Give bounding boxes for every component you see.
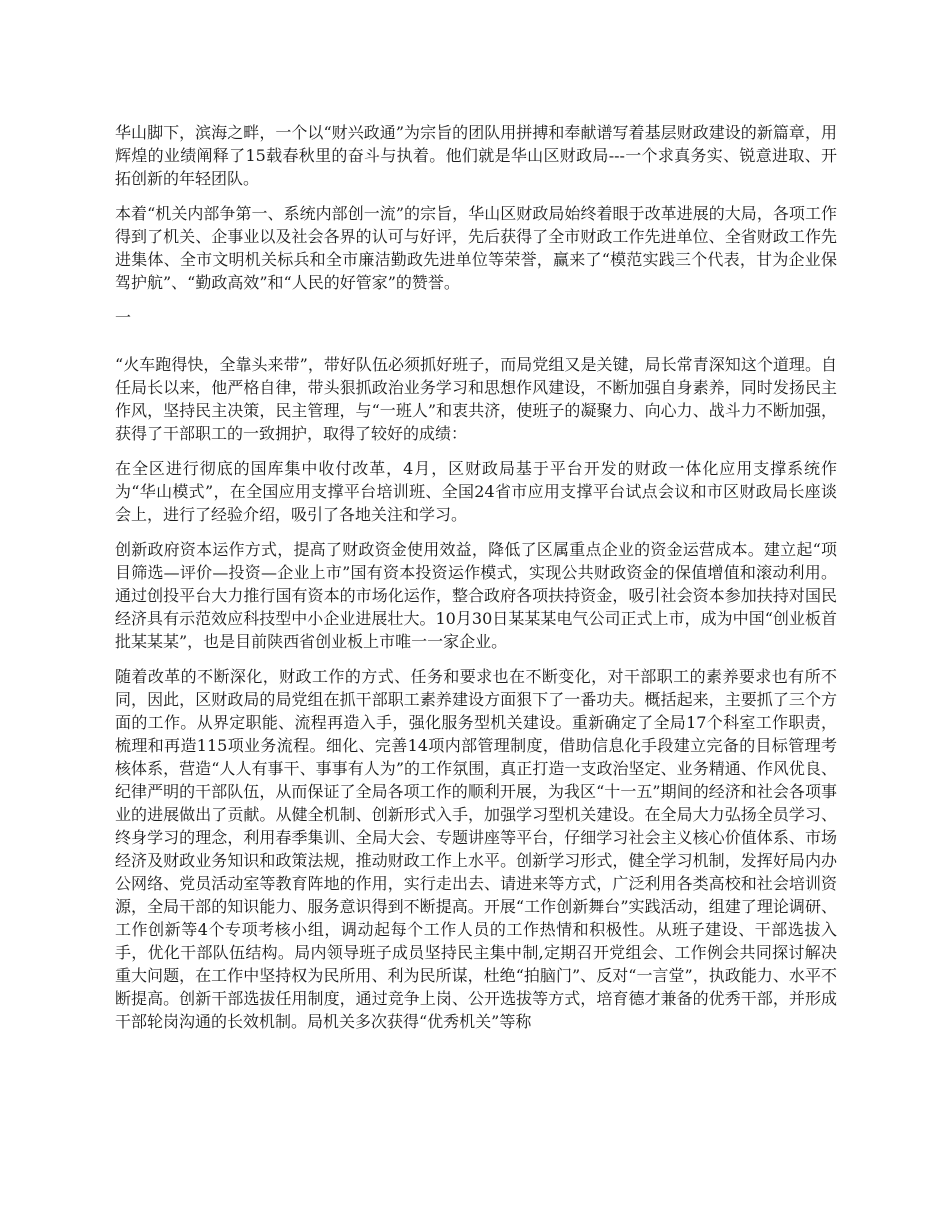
paragraph-intro: 华山脚下，滨海之畔，一个以“财兴政通”为宗旨的团队用拼搏和奉献谱写着基层财政建设的新篇章，用辉煌的业绩阐释了15载春秋里的奋斗与执着。他们就是华山区财政局---一个求真务实、锐意进取、开拓创新的年轻团队。 bbox=[115, 123, 837, 188]
section-marker: 一 bbox=[115, 308, 132, 327]
paragraph-treasury-reform: 在全区进行彻底的国库集中收付改革，4月，区财政局基于平台开发的财政一体化应用支撑系统作为“华山模式”，在全国应用支撑平台培训班、全国24省市应用支撑平台试点会议和市区财政局长座谈会上，进行了经验介绍，吸引了各地关注和学习。 bbox=[115, 459, 837, 524]
paragraph-staff-quality: 随着改革的不断深化，财政工作的方式、任务和要求也在不断变化，对干部职工的素养要求也有所不同，因此，区财政局的局党组在抓干部职工素养建设方面狠下了一番功夫。概括起来，主要抓了三个方面的工作。从界定职能、流程再造入手，强化服务型机关建设。重新确定了全局17个科室工作职责，梳理和再造115项业务流程。细化、完善14项内部管理制度，借助信息化手段建立完备的目标管理考核体系，营造“人人有事干、事事有人为”的工作氛围，真正打造一支政治坚定、业务精通、作风优良、纪律严明的干部队伍，从而保证了全局各项工作的顺利开展，为我区“十一五”期间的经济和社会各项事业的进展做出了贡献。从健全机制、创新形式入手，加强学习型机关建设。在全局大力弘扬全员学习、终身学习的理念，利用春季集训、全局大会、专题讲座等平台，仔细学习社会主义核心价值体系、市场经济及财政业务知识和政策法规，推动财政工作上水平。创新学习形式，健全学习机制，发挥好局内办公网络、党员活动室等教育阵地的作用，实行走出去、请进来等方式，广泛利用各类高校和社会培训资源，全局干部的知识能力、服务意识得到不断提高。开展“工作创新舞台”实践活动，组建了理论调研、工作创新等4个专项考核小组，调动起每个工作人员的工作热情和积极性。从班子建设、干部选拔入手，优化干部队伍结构。局内领导班子成员坚持民主集中制,定期召开党组会、工作例会共同探讨解决重大问题，在工作中坚持权为民所用、利为民所谋，杜绝“拍脑门”、反对“一言堂”，执政能力、水平不断提高。创新干部选拔任用制度，通过竞争上岗、公开选拔等方式，培育德才兼备的优秀干部，并形成干部轮岗沟通的长效机制。局机关多次获得“优秀机关”等称 bbox=[115, 667, 837, 1031]
paragraph-capital-operation: 创新政府资本运作方式，提高了财政资金使用效益，降低了区属重点企业的资金运营成本。建立起“项目筛选—评价—投资—企业上市”国有资本投资运作模式，实现公共财政资金的保值增值和滚动利用。通过创投平台大力推行国有资本的市场化运作，整合政府各项扶持资金，吸引社会资本参加扶持对国民经济具有示范效应科技型中小企业进展壮大。10月30日某某某电气公司正式上市，成为中国“创业板首批某某某”，也是目前陕西省创业板上市唯一一家企业。 bbox=[115, 540, 837, 651]
paragraph-honors: 本着“机关内部争第一、系统内部创一流”的宗旨，华山区财政局始终着眼于改革进展的大局，各项工作得到了机关、企事业以及社会各界的认可与好评，先后获得了全市财政工作先进单位、全省财政工作先进集体、全市文明机关标兵和全市廉洁勤政先进单位等荣誉，赢来了“模范实践三个代表，甘为企业保驾护航”、“勤政高效”和“人民的好管家”的赞誉。 bbox=[115, 204, 837, 292]
document-body bbox=[115, 121, 837, 1045]
paragraph-leadership: “火车跑得快，全靠头来带”，带好队伍必须抓好班子，而局党组又是关键，局长常青深知这个道理。自任局长以来，他严格自律，带头狠抓政治业务学习和思想作风建设，不断加强自身素养，同时发扬民主作风，坚持民主决策，民主管理，与“一班人”和衷共济，使班子的凝聚力、向心力、战斗力不断加强，获得了干部职工的一致拥护，取得了较好的成绩： bbox=[115, 355, 837, 443]
